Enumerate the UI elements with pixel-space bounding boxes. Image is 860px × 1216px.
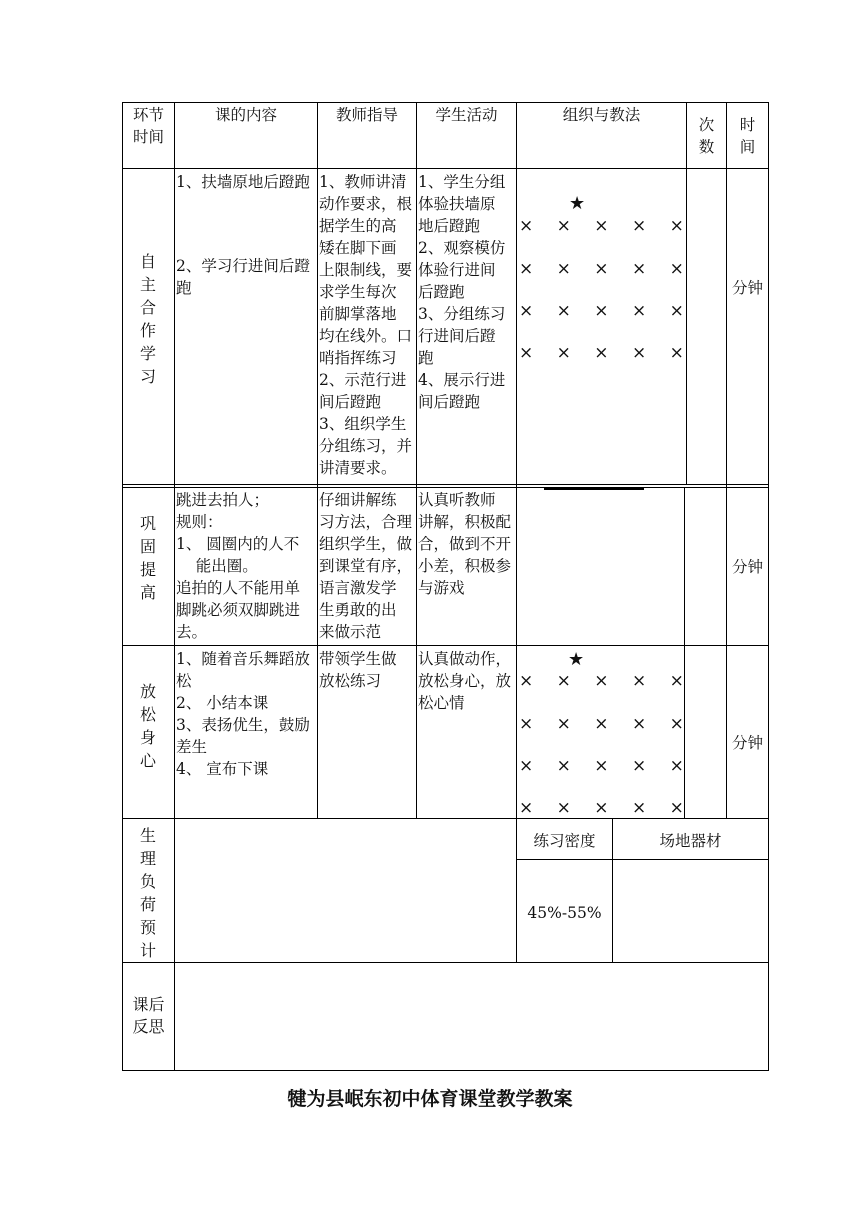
- header-count: 次 数: [698, 116, 715, 156]
- section1-formation-row: × × × × ×: [519, 259, 693, 279]
- section1-formation-row: × × × × ×: [519, 301, 693, 321]
- section3-teacher: 带领学生做 放松练习: [319, 650, 397, 690]
- section1-label: 自 主 合 作 学 习: [139, 252, 156, 386]
- section3-time: 分钟: [731, 734, 763, 752]
- col-line-5a: [686, 102, 687, 485]
- section3-label: 放 松 身 心: [139, 682, 156, 770]
- table-border-left: [122, 102, 123, 1071]
- section1-content-b: 2、学习行进间后蹬 跑: [176, 257, 310, 297]
- section2-content: 跳进去拍人； 规则： 1、 圆圈内的人不 能出圈。 追拍的人不能用单 脚跳必须双脚跳进 去。: [176, 491, 301, 641]
- section3-formation-row: × × × × ×: [519, 714, 693, 734]
- header-teacher-guidance: 教师指导: [335, 106, 398, 124]
- table-line-section4-bottom: [122, 962, 769, 963]
- table-border-top: [122, 102, 769, 103]
- header-time: 时 间: [739, 116, 756, 156]
- table-border-bottom: [122, 1070, 769, 1071]
- section3-formation-row: × × × × ×: [519, 756, 693, 776]
- section3-formation-row: × × × × ×: [519, 798, 693, 818]
- table-line-header-bottom: [122, 168, 769, 169]
- section2-label: 巩 固 提 高: [139, 514, 156, 602]
- document-title: 犍为县岷东初中体育课堂教学教案: [287, 1088, 573, 1110]
- table-line-density-split: [516, 859, 769, 860]
- section2-teacher: 仔细讲解练 习方法，合理 组织学生，做 到课堂有序， 语言激发学 生勇敢的出 来做示范: [319, 491, 413, 641]
- reflection-label: 课后 反思: [132, 995, 165, 1036]
- header-lesson-content: 课的内容: [214, 106, 277, 124]
- col-line-1: [174, 102, 175, 1071]
- section1-formation-row: × × × × ×: [519, 343, 693, 363]
- section1-formation-row: × × × × ×: [519, 216, 693, 236]
- practice-density-value: 45%-55%: [527, 904, 602, 922]
- header-stage-time: 环节 时间: [132, 106, 164, 146]
- section1-time: 分钟: [731, 279, 763, 297]
- table-line-section3-bottom: [122, 818, 769, 819]
- section2-time: 分钟: [731, 558, 763, 576]
- equipment-label: 场地器材: [659, 832, 722, 850]
- header-student-activity: 学生活动: [435, 106, 498, 124]
- table-line-section2-bottom: [122, 645, 769, 646]
- section3-student: 认真做动作， 放松身心，放 松心情: [418, 650, 512, 712]
- col-line-6: [726, 102, 727, 819]
- section1-content-a: 1、扶墙原地后蹬跑: [176, 173, 310, 191]
- section3-content: 1、随着音乐舞蹈放 松 2、 小结本课 3、表扬优生，鼓励 差生 4、 宣布下课: [176, 650, 310, 778]
- section1-teacher-star-icon: ★: [569, 193, 586, 214]
- table-line-section2-top: [122, 487, 769, 488]
- col-line-2: [317, 102, 318, 819]
- section4-label: 生 理 负 荷 预 计: [139, 826, 156, 960]
- section1-teacher: 1、教师讲清 动作要求，根 据学生的高 矮在脚下画 上限制线，要 求学生每次 前脚掌落地 均在线外。口 哨指挥练习 2、示范行进 间后蹬跑 3、组织学生 分组练习，并 讲清要求。: [319, 173, 413, 477]
- short-rule-section2: [544, 488, 644, 490]
- section1-student: 1、学生分组 体验扶墙原 地后蹬跑 2、观察模仿 体验行进间 后蹬跑 3、分组练习 行进间后蹬 跑 4、展示行进 间后蹬跑: [418, 173, 506, 411]
- section2-student: 认真听教师 讲解，积极配 合，做到不开 小差，积极参 与游戏: [418, 491, 512, 597]
- practice-density-label: 练习密度: [533, 832, 596, 850]
- table-border-right: [768, 102, 769, 1071]
- header-organization-method: 组织与教法: [562, 106, 641, 124]
- table-line-section1-bottom: [122, 484, 769, 485]
- section3-teacher-star-icon: ★: [568, 649, 585, 670]
- section3-formation-row: × × × × ×: [519, 671, 693, 691]
